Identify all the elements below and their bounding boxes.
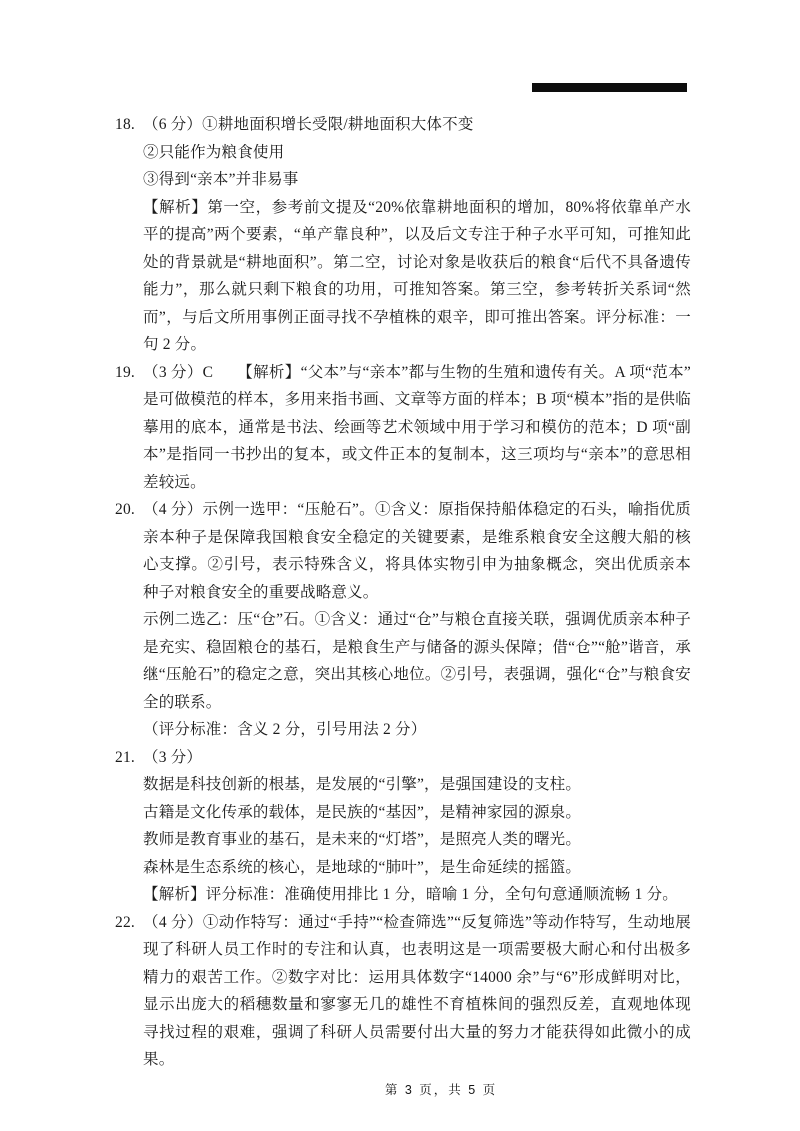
answer-paragraph: 古籍是文化传承的载体，是民族的“基因”，是精神家园的源泉。 [143,803,582,821]
question-number: 20. [115,501,135,518]
answer-paragraph: （3 分） [143,748,203,766]
page-number-footer: 第 3 页，共 5 页 [384,1083,498,1097]
question-block [115,909,691,1074]
answer-paragraph: （3 分）C 【解析】“父本”与“亲本”都与生物的生殖和遗传有关。A 项“范本”是可做模范的样本，多用来指书画、文章等方面的样本；B 项“模本”指的是供临摹用的底本，通常是书法、绘画等艺术领域中用于学习和模仿的范本；D 项“副本”是指同一书抄出的复本，或文件正本的复制本，这三项均与“亲本”的意思相差较远。 [143,363,691,491]
answer-key-content [115,111,691,1074]
question-number: 21. [115,748,135,766]
answer-paragraph: 数据是科技创新的根基，是发展的“引擎”，是强国建设的支柱。 [143,776,582,793]
question-number: 19. [115,363,135,381]
question-number: 22. [115,913,135,931]
answer-paragraph: 森林是生态系统的核心，是地球的“肺叶”，是生命延续的摇篮。 [143,858,582,876]
answer-paragraph: ③得到“亲本”并非易事 [143,171,299,188]
question-block [115,744,691,909]
answer-paragraph: （4 分）①动作特写：通过“手持”“检查筛选”“反复筛选”等动作特写，生动地展现了科研人员工作时的专注和认真，也表明这是一项需要极大耐心和付出极多精力的艰苦工作。②数字对比：运用具体数字“14000 余”与“6”形成鲜明对比，显示出庞大的稻穗数量和寥寥无几的雄性不育植株间的强烈反差，直观地体现寻找过程的艰难，强调了科研人员需要付出大量的努力才能获得如此微小的成果。 [143,913,691,1068]
answer-paragraph: ②只能作为粮食使用 [143,143,285,161]
answer-paragraph: 【解析】第一空，参考前文提及“20%依靠耕地面积的增加，80%将依靠单产水平的提高”两个要素，“单产靠良种”，以及后文专注于种子水平可知，可推知此处的背景就是“耕地面积”。第二空，讨论对象是收获后的粮食“后代不具备遗传能力”，那么就只剩下粮食的功用，可推知答案。第三空，参考转折关系词“然而”，与后文所用事例正面寻找不孕植株的艰辛，即可推出答案。评分标准：一句 2 分。 [143,198,691,353]
question-block [115,359,691,497]
answer-paragraph: （4 分）示例一选甲：“压舱石”。①含义：原指保持船体稳定的石头，喻指优质亲本种子是保障我国粮食安全稳定的关键要素，是维系粮食安全这艘大船的核心支撑。②引号，表示特殊含义，将具体实物引申为抽象概念，突出优质亲本种子对粮食安全的重要战略意义。 [143,501,691,601]
answer-paragraph: 示例二选乙：压“仓”石。①含义：通过“仓”与粮仓直接关联，强调优质亲本种子是充实、稳固粮仓的基石，是粮食生产与储备的源头保障；借“仓”“舱”谐音，承继“压舱石”的稳定之意，突出其核心地位。②引号，表强调，强化“仓”与粮食安全的联系。 [143,611,691,711]
question-number: 18. [115,116,135,133]
answer-paragraph: （6 分）①耕地面积增长受限/耕地面积大体不变 [143,116,474,133]
question-block [115,496,691,744]
question-block [115,111,691,359]
answer-paragraph: 教师是教育事业的基石，是未来的“灯塔”，是照亮人类的曙光。 [143,831,582,848]
answer-paragraph: （评分标准：含义 2 分，引号用法 2 分） [143,721,427,738]
answer-paragraph: 【解析】评分标准：准确使用排比 1 分，暗喻 1 分，全句句意通顺流畅 1 分。 [143,886,679,903]
redaction-bar [532,83,687,92]
